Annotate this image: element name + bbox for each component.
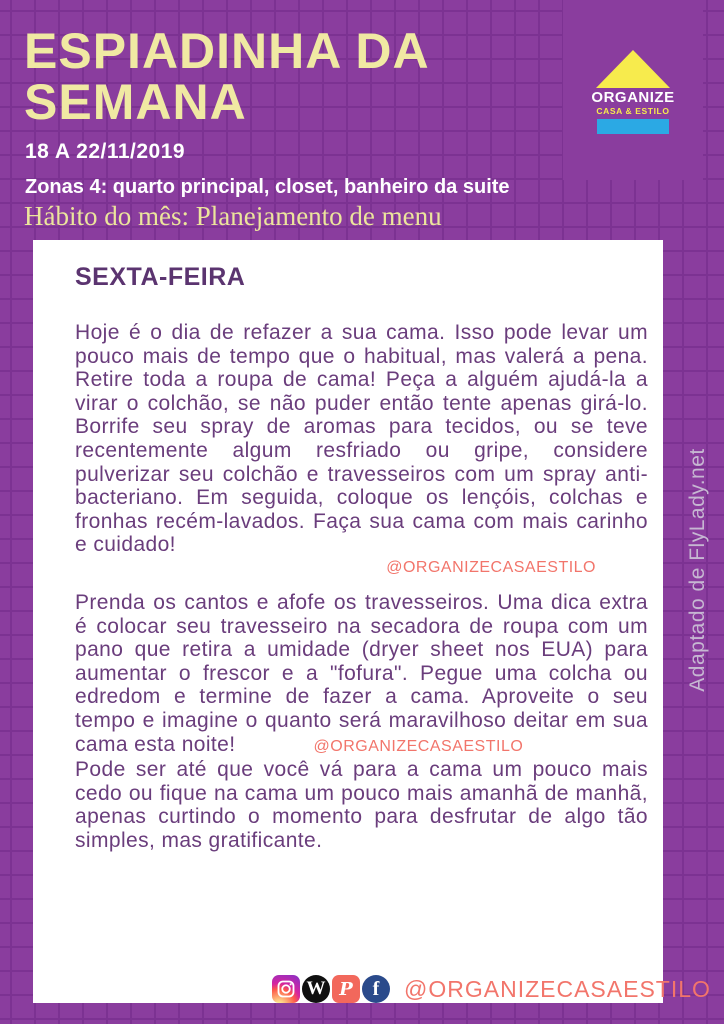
footer-handle[interactable]: @ORGANIZECASAESTILO bbox=[404, 975, 711, 1002]
pinterest-icon[interactable]: P bbox=[332, 975, 360, 1003]
paragraph-2 bbox=[75, 591, 648, 758]
paragraph-2-text: Prenda os cantos e afofe os travesseiros. Uma dica extra é colocar seu travesseiro na secadora de roupa com um pano que retira a umidade (dryer sheet nos EUA) para aumentar o frescor e a "fofura". Pegue uma colcha ou edredom e termine de fazer a cama. Aproveite o seu tempo e imagine o quanto será maravilhoso deitar em sua cama esta noite! bbox=[75, 590, 648, 756]
paragraph-3: Pode ser até que você vá para a cama um pouco mais cedo ou fique na cama um pouco mais amanhã de manhã, apenas curtindo o momento para desfrutar de algo tão simples, mas gratificante. bbox=[75, 758, 648, 852]
habit-subtitle: Hábito do mês: Planejamento de menu bbox=[24, 201, 442, 231]
zones-subtitle: Zonas 4: quarto principal, closet, banheiro da suite bbox=[25, 176, 510, 198]
date-range: 18 A 22/11/2019 bbox=[25, 140, 186, 163]
page-title-line1: ESPIADINHA DA bbox=[24, 23, 430, 79]
organize-logo bbox=[563, 50, 703, 134]
logo-blue-bar bbox=[597, 119, 669, 134]
logo-background-patch bbox=[563, 0, 703, 180]
instagram-handle-1: @ORGANIZECASAESTILO bbox=[386, 558, 596, 576]
paragraph-1: Hoje é o dia de refazer a sua cama. Isso pode levar um pouco mais de tempo que o habitual, mas valerá a pena. Retire toda a roupa de cama! Peça a alguém ajudá-la a virar o colchão, se não puder então tente apenas girá-lo. Borrife seu spray de aromas para tecidos, ou se teve recentemente algum resfriado ou gripe, considere pulverizar seu colchão e travesseiros com um spray anti-bacteriano. Em seguida, coloque os lençóis, colchas e fronhas recém-lavados. Faça sua cama com mais carinho e cuidado! bbox=[75, 321, 648, 557]
facebook-icon[interactable]: f bbox=[362, 975, 390, 1003]
logo-name: ORGANIZE bbox=[591, 89, 675, 106]
card-footer bbox=[272, 975, 711, 1003]
credit-vertical-text: Adaptado de FlyLady.net bbox=[686, 448, 709, 692]
page-title-line2: SEMANA bbox=[24, 74, 247, 130]
day-heading: SEXTA-FEIRA bbox=[75, 263, 246, 291]
instagram-handle-2: @ORGANIZECASAESTILO bbox=[313, 737, 524, 755]
social-icons bbox=[272, 975, 390, 1003]
wordpress-icon[interactable]: W bbox=[302, 975, 330, 1003]
roof-triangle-icon bbox=[596, 50, 670, 88]
logo-tagline: CASA & ESTILO bbox=[596, 106, 670, 116]
page-title bbox=[24, 23, 430, 130]
instagram-icon[interactable] bbox=[272, 975, 300, 1003]
